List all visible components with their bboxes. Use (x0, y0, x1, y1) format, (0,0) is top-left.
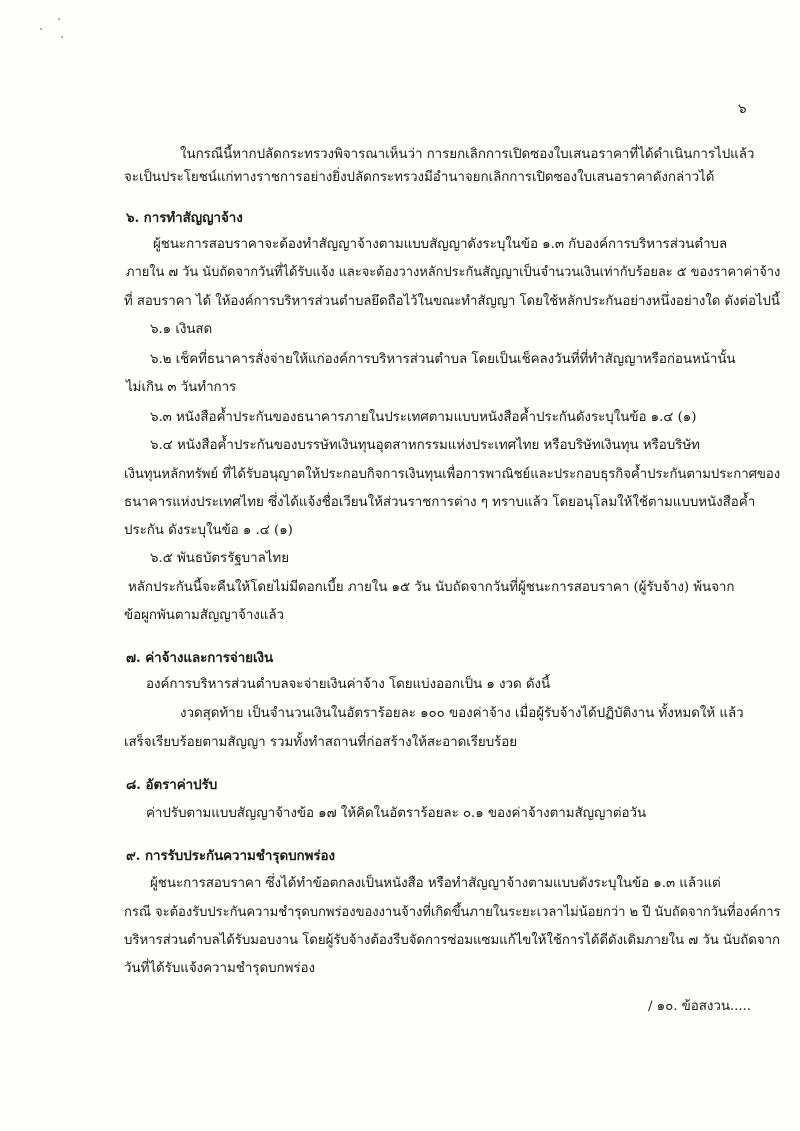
list-item: ไม่เกิน ๓ วันทำการ (126, 380, 237, 395)
paragraph-line: งวดสุดท้าย เป็นจำนวนเงินในอัตราร้อยละ ๑๐๐ ของค่าจ้าง เมื่อผู้รับจ้างได้ปฏิบัติงาน ทั้งหมดให้ แล้ว (180, 706, 744, 721)
scan-speck (61, 36, 63, 38)
section-heading: ๘. อัตราค่าปรับ (126, 777, 218, 793)
list-item: ประกัน ดังระบุในข้อ ๑ .๔ (๑) (124, 523, 293, 538)
paragraph-line: ข้อผูกพันตามสัญญาจ้างแล้ว (124, 608, 284, 623)
paragraph-line: เสร็จเรียบร้อยตามสัญญา รวมทั้งทำสถานที่ก่อสร้างให้สะอาดเรียบร้อย (124, 735, 518, 750)
list-item: ๖.๓ หนังสือค้ำประกันของธนาคารภายในประเทศตามแบบหนังสือค้ำประกันดังระบุในข้อ ๑.๔ (๑) (150, 410, 697, 425)
paragraph-line: วันที่ได้รับแจ้งความชำรุดบกพร่อง (124, 961, 316, 976)
section-heading: ๖. การทำสัญญาจ้าง (126, 210, 243, 226)
paragraph-line: ภายใน ๗ วัน นับถัดจากวันที่ได้รับแจ้ง และจะต้องวางหลักประกันสัญญาเป็นจำนวนเงินเท่ากับร้อยละ ๕ ของราคาค่าจ้าง (126, 265, 781, 280)
paragraph-line: บริหารส่วนตำบลได้รับมอบงาน โดยผู้รับจ้างต้องรีบจัดการซ่อมแซมแก้ไขให้ใช้การได้ดีดังเดิมภายใน ๗ วัน นับถัดจาก (124, 933, 780, 948)
scan-speck (40, 28, 42, 30)
list-item: ๖.๔ หนังสือค้ำประกันของบรรษัทเงินทุนอุตสาหกรรมแห่งประเทศไทย หรือบริษัทเงินทุน หรือบริษัท (150, 438, 700, 453)
list-item: ๖.๑ เงินสด (150, 322, 213, 337)
list-item: ๖.๕ พันธบัตรรัฐบาลไทย (150, 551, 290, 566)
list-item: เงินทุนหลักทรัพย์ ที่ได้รับอนุญาตให้ประกอบกิจการเงินทุนเพื่อการพาณิชย์และประกอบธุรกิจค้ำประกันตามประกาศของ (124, 467, 781, 482)
paragraph-line: ค่าปรับตามแบบสัญญาจ้างข้อ ๑๗ ให้คิดในอัตราร้อยละ ๐.๑ ของค่าจ้างตามสัญญาต่อวัน (146, 806, 647, 821)
paragraph-line: ที่ สอบราคา ได้ ให้องค์การบริหารส่วนตำบลยึดถือไว้ในขณะทำสัญญา โดยใช้หลักประกันอย่างหนึ่งอย่างใด ดังต่อไปนี้ (124, 294, 780, 309)
list-item: ธนาคารแห่งประเทศไทย ซึ่งได้แจ้งชื่อเวียนให้ส่วนราชการต่าง ๆ ทราบแล้ว โดยอนุโลมให้ใช้ตามแบบหนังสือค้ำ (124, 495, 756, 510)
continuation-marker: / ๑๐. ข้อสงวน..... (648, 999, 751, 1014)
page-number: ๖ (738, 102, 747, 117)
section-heading: ๗. ค่าจ้างและการจ่ายเงิน (126, 650, 274, 666)
scan-speck (58, 18, 60, 20)
paragraph-line: กรณี จะต้องรับประกันความชำรุดบกพร่องของงานจ้างที่เกิดขึ้นภายในระยะเวลาไม่น้อยกว่า ๒ ปี นับถัดจากวันที่องค์การ (124, 905, 781, 920)
list-item: ๖.๒ เช็คที่ธนาคารสั่งจ่ายให้แก่องค์การบริหารส่วนตำบล โดยเป็นเช็คลงวันที่ที่ทำสัญญาหรือก่อนหน้านั้น (150, 352, 736, 367)
intro-line: ในกรณีนี้หากปลัดกระทรวงพิจารณาเห็นว่า การยกเลิกการเปิดซองใบเสนอราคาที่ได้ดำเนินการไปแล้ว (180, 147, 755, 162)
paragraph-line: หลักประกันนี้จะคืนให้โดยไม่มีดอกเบี้ย ภายใน ๑๕ วัน นับถัดจากวันที่ผู้ชนะการสอบราคา (ผู้รับจ้าง) พ้นจาก (128, 580, 735, 595)
paragraph-line: ผู้ชนะการสอบราคา ซึ่งได้ทำข้อตกลงเป็นหนังสือ หรือทำสัญญาจ้างตามแบบดังระบุในข้อ ๑.๓ แล้วแต่ (150, 876, 721, 891)
paragraph-line: ผู้ชนะการสอบราคาจะต้องทำสัญญาจ้างตามแบบสัญญาดังระบุในข้อ ๑.๓ กับองค์การบริหารส่วนตำบล (153, 237, 728, 252)
section-heading: ๙. การรับประกันความชำรุดบกพร่อง (126, 848, 336, 864)
paragraph-line: องค์การบริหารส่วนตำบลจะจ่ายเงินค่าจ้าง โดยแบ่งออกเป็น ๑ งวด ดังนี้ (146, 677, 551, 692)
intro-line: จะเป็นประโยชน์แก่ทางราชการอย่างยิ่งปลัดกระทรวงมีอำนาจยกเลิกการเปิดซองใบเสนอราคาดังกล่าวได้ (124, 170, 715, 185)
